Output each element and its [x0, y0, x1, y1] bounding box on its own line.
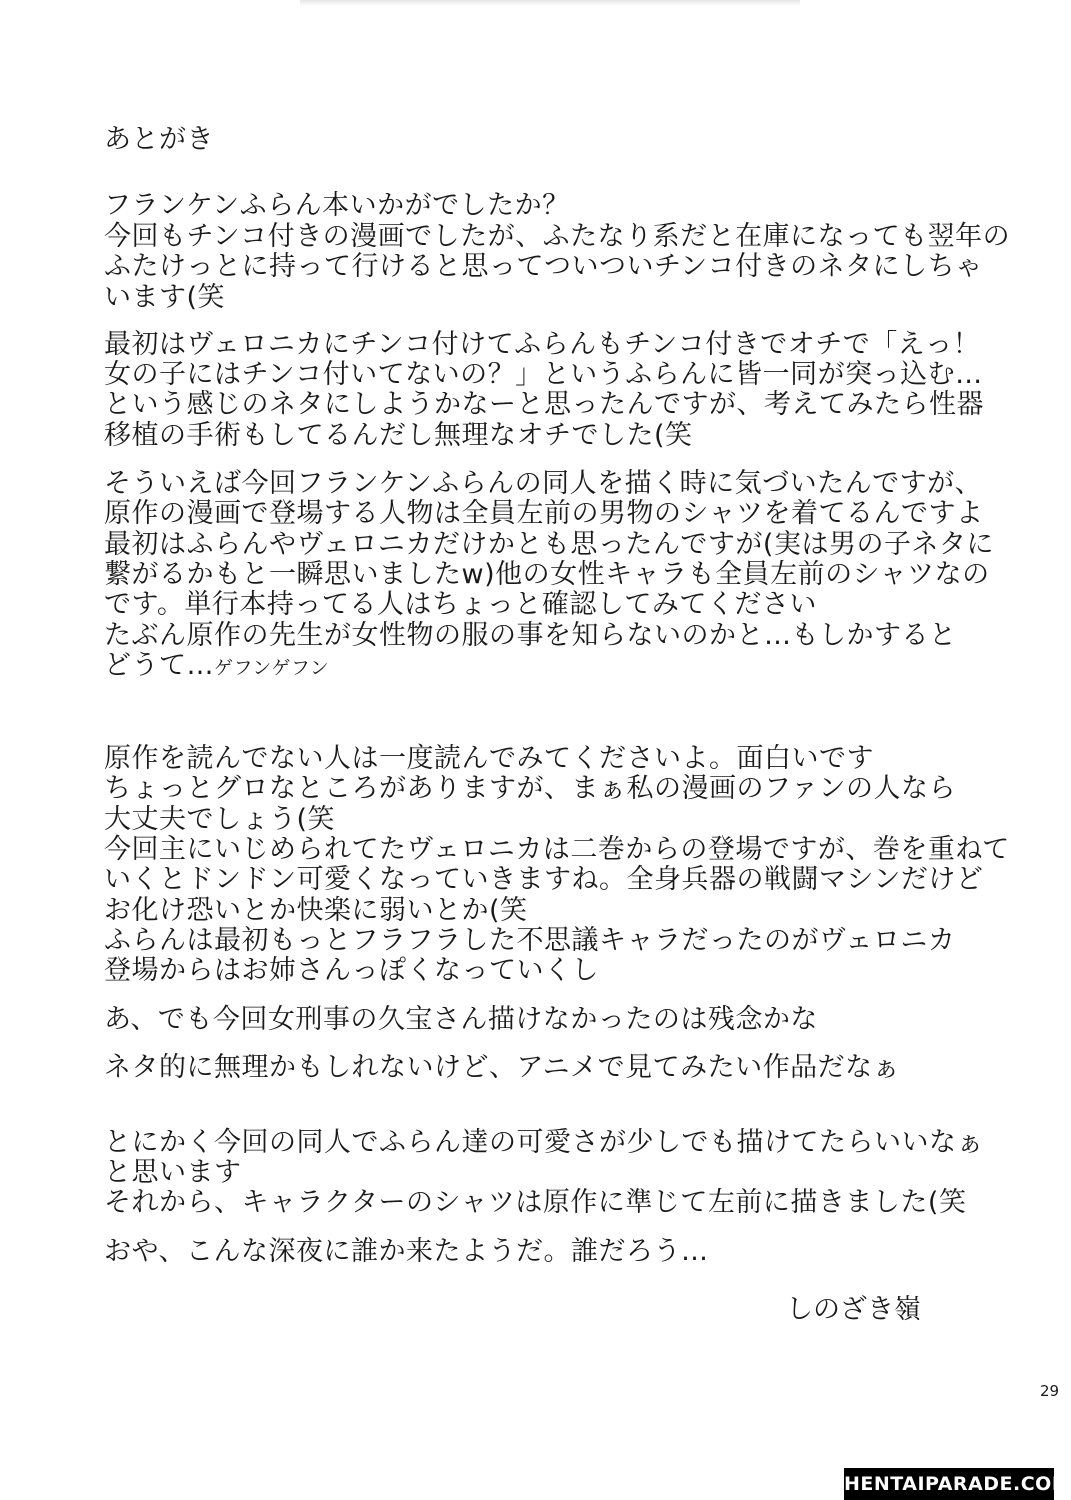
scan-edge-shadow	[300, 0, 800, 6]
text-line	[104, 649, 329, 685]
text-line: いくとドンドン可愛くなっていきますね。全身兵器の戦闘マシンだけど	[104, 864, 984, 896]
text-line: 原作の漫画で登場する人物は全員左前の男物のシャツを着てるんですよ	[104, 498, 984, 530]
afterword-title: あとがき	[104, 123, 214, 155]
page-number: 29	[1040, 1382, 1060, 1400]
text-line: ふたけっとに持って行けると思ってついついチンコ付きのネタにしちゃ	[104, 251, 983, 283]
author-signature: しのざき嶺	[786, 1294, 921, 1325]
text-line: 今回もチンコ付きの漫画でしたが、ふたなり系だと在庫になっても翌年の	[104, 220, 1011, 252]
text-line: フランケンふらん本いかがでしたか？	[104, 190, 570, 222]
text-line: ちょっとグロなところがありますが、まぁ私の漫画のファンの人なら	[104, 773, 956, 805]
text-line: とにかく今回の同人でふらん達の可愛さが少しでも描けてたらいいなぁ	[104, 1126, 984, 1158]
text-line: 大丈夫でしょう(笑	[104, 803, 336, 835]
text-line: 移植の手術もしてるんだし無理なオチでした(笑	[104, 419, 693, 451]
text-line: たぶん原作の先生が女性物の服の事を知らないのかと…もしかすると	[104, 619, 957, 651]
watermark-banner: HENTAIPARADE.COM	[844, 1468, 1054, 1500]
text-line: おや、こんな深夜に誰か来たようだ。誰だろう…	[104, 1235, 709, 1267]
text-line: 今回主にいじめられてたヴェロニカは二巻からの登場ですが、巻を重ねて	[104, 833, 1010, 865]
text-line: 繋がるかもと一瞬思いましたw)他の女性キャラも全員左前のシャツなの	[104, 559, 990, 591]
text-line: 最初はヴェロニカにチンコ付けてふらんもチンコ付きでオチで「えっ！	[104, 328, 981, 360]
text-line: います(笑	[104, 281, 226, 313]
text-line: という感じのネタにしようかなーと思ったんですが、考えてみたら性器	[104, 389, 984, 421]
text-line: 最初はふらんやヴェロニカだけかとも思ったんですが(実は男の子ネタに	[104, 528, 994, 560]
text-line: 原作を読んでない人は一度読んでみてくださいよ。面白いです	[104, 742, 874, 774]
text-segment: どうて…	[104, 650, 214, 682]
text-line: ネタ的に無理かもしれないけど、アニメで見てみたい作品だなぁ	[104, 1051, 901, 1083]
text-line: お化け恐いとか快楽に弱いとか(笑	[104, 894, 528, 926]
text-line: ふらんは最初もっとフラフラした不思議キャラだったのがヴェロニカ	[104, 924, 956, 956]
text-line: と思います	[104, 1157, 242, 1189]
small-text-segment: ゲフンゲフン	[214, 657, 330, 680]
text-line: それから、キャラクターのシャツは原作に準じて左前に描きました(笑	[104, 1187, 967, 1219]
text-line: 登場からはお姉さんっぽくなっていくし	[104, 955, 599, 987]
text-line: 女の子にはチンコ付いてないの？」というふらんに皆一同が突っ込む…	[104, 359, 983, 391]
text-line: あ、でも今回女刑事の久宝さん描けなかったのは残念かな	[104, 1003, 818, 1035]
text-line: です。単行本持ってる人はちょっと確認してみてください	[104, 589, 817, 621]
text-line: そういえば今回フランケンふらんの同人を描く時に気づいたんですが、	[104, 468, 983, 500]
